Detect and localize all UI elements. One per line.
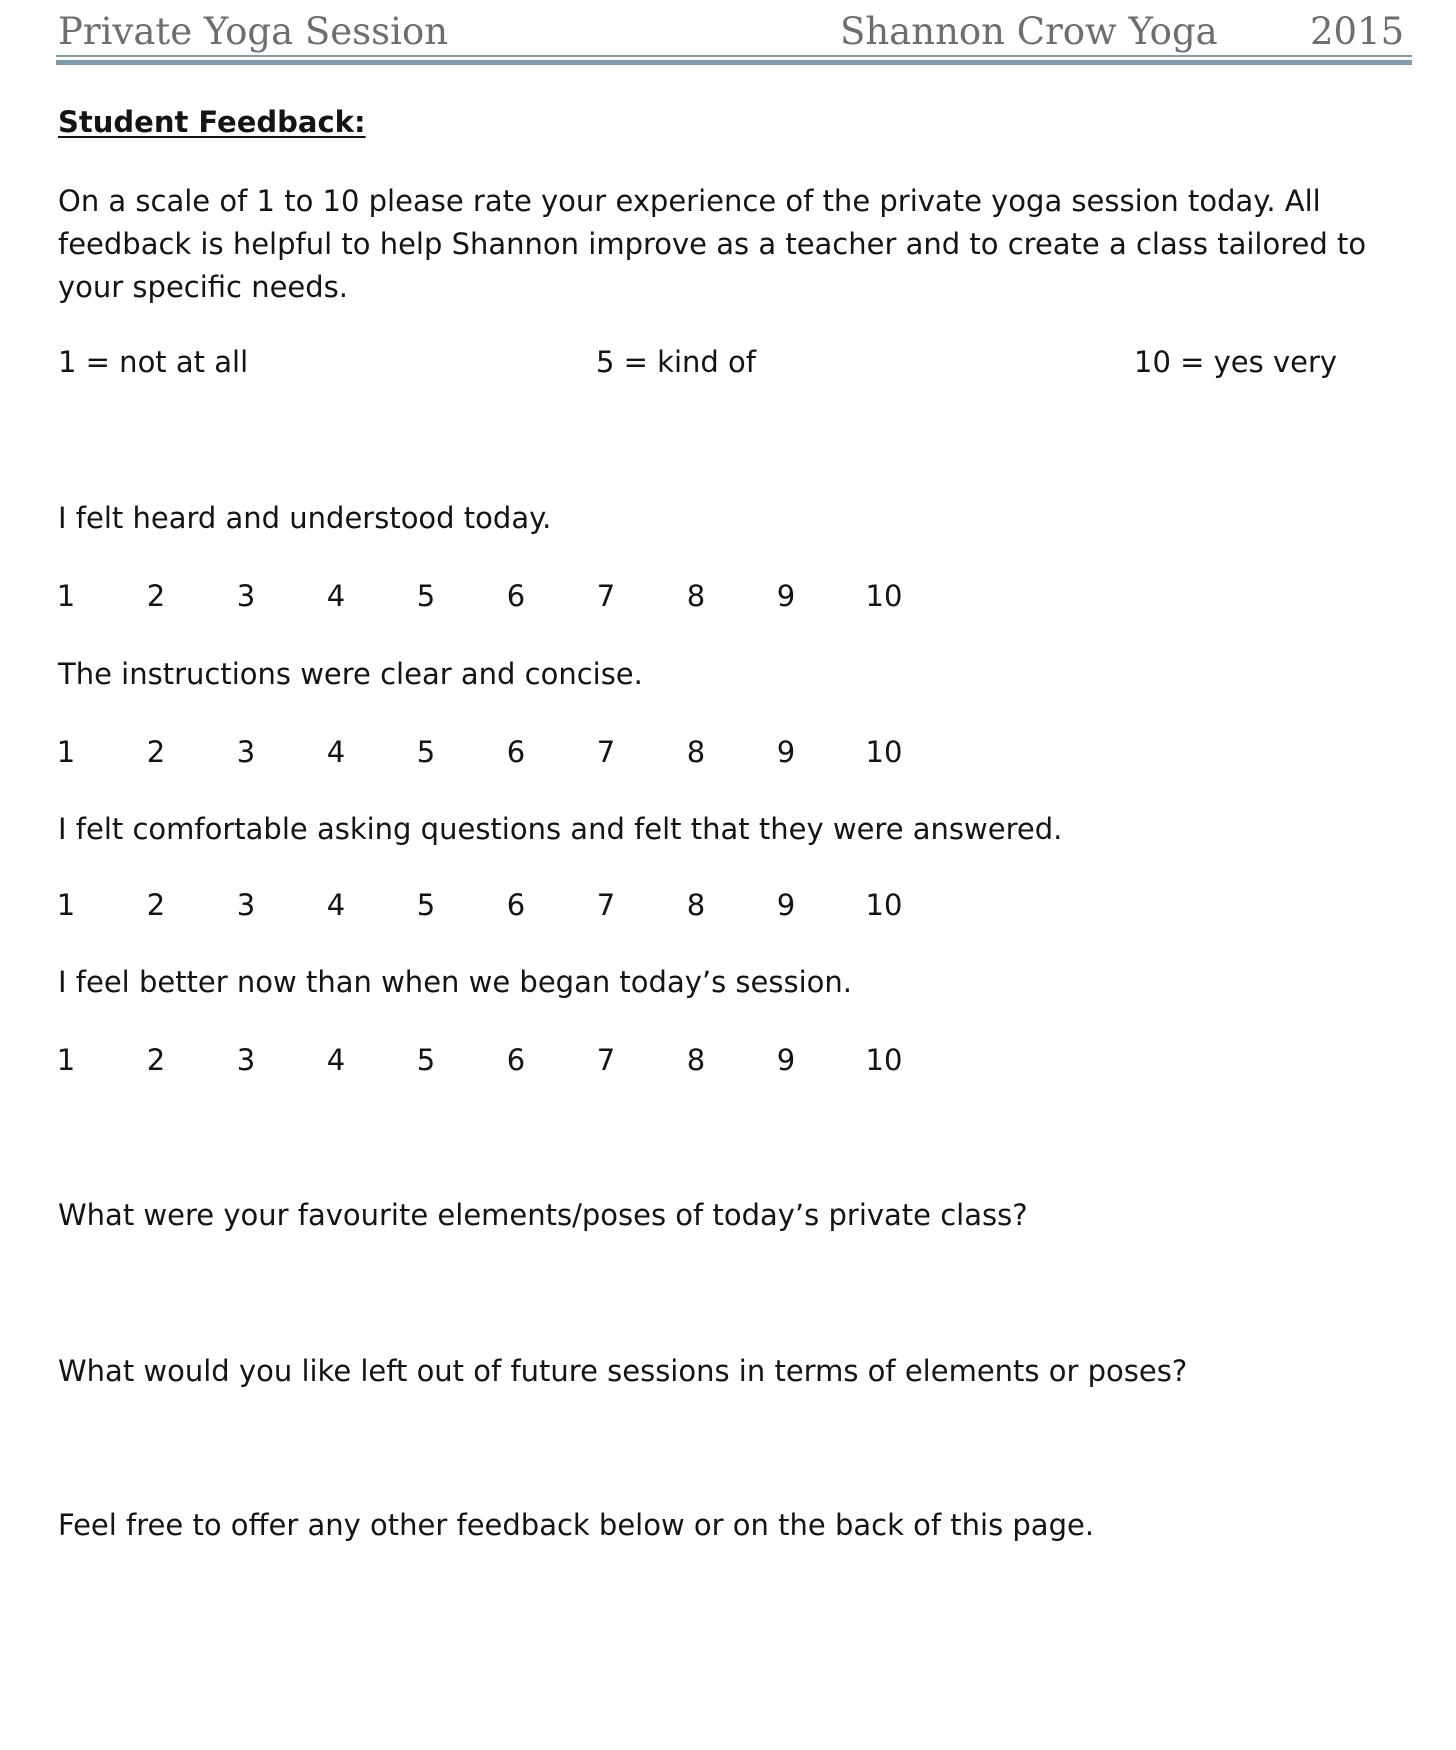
rating-option-10[interactable]: 10 bbox=[865, 1043, 903, 1077]
rating-option-1[interactable]: 1 bbox=[56, 888, 76, 922]
rating-option-6[interactable]: 6 bbox=[506, 579, 526, 613]
rating-option-9[interactable]: 9 bbox=[776, 579, 796, 613]
rating-option-7[interactable]: 7 bbox=[596, 579, 616, 613]
rating-option-4[interactable]: 4 bbox=[326, 579, 346, 613]
scale-legend-high: 10 = yes very bbox=[1134, 345, 1338, 379]
rating-option-2[interactable]: 2 bbox=[146, 1043, 166, 1077]
rating-option-4[interactable]: 4 bbox=[326, 1043, 346, 1077]
header-brand: Shannon Crow Yoga bbox=[840, 10, 1218, 53]
scale-legend-low: 1 = not at all bbox=[58, 345, 249, 379]
rating-option-6[interactable]: 6 bbox=[506, 888, 526, 922]
header-rule-thin bbox=[56, 55, 1412, 57]
rating-option-5[interactable]: 5 bbox=[416, 579, 436, 613]
rating-option-7[interactable]: 7 bbox=[596, 1043, 616, 1077]
rating-option-1[interactable]: 1 bbox=[56, 579, 76, 613]
rating-option-3[interactable]: 3 bbox=[236, 579, 256, 613]
open-question-leave-out: What would you like left out of future sessions in terms of elements or poses? bbox=[58, 1354, 1188, 1388]
rating-option-2[interactable]: 2 bbox=[146, 579, 166, 613]
question-4: I feel better now than when we began today’s session. bbox=[58, 965, 853, 999]
section-heading: Student Feedback: bbox=[58, 105, 366, 139]
header-title: Private Yoga Session bbox=[58, 10, 449, 53]
header-rule-thick bbox=[56, 60, 1412, 65]
open-question-favourites: What were your favourite elements/poses of today’s private class? bbox=[58, 1198, 1028, 1232]
rating-option-8[interactable]: 8 bbox=[686, 888, 706, 922]
rating-option-6[interactable]: 6 bbox=[506, 1043, 526, 1077]
rating-option-5[interactable]: 5 bbox=[416, 735, 436, 769]
rating-option-4[interactable]: 4 bbox=[326, 888, 346, 922]
rating-option-2[interactable]: 2 bbox=[146, 735, 166, 769]
rating-option-5[interactable]: 5 bbox=[416, 1043, 436, 1077]
intro-paragraph: On a scale of 1 to 10 please rate your experience of the private yoga session today. All feedback is helpful to help Shannon improve as a teacher and to create a class tailored to your specific needs. bbox=[58, 184, 1367, 304]
header-year: 2015 bbox=[1310, 10, 1405, 53]
rating-option-7[interactable]: 7 bbox=[596, 735, 616, 769]
rating-option-1[interactable]: 1 bbox=[56, 735, 76, 769]
rating-option-9[interactable]: 9 bbox=[776, 888, 796, 922]
rating-option-3[interactable]: 3 bbox=[236, 888, 256, 922]
scale-legend-mid: 5 = kind of bbox=[596, 345, 756, 379]
rating-option-10[interactable]: 10 bbox=[865, 888, 903, 922]
rating-option-3[interactable]: 3 bbox=[236, 735, 256, 769]
rating-option-8[interactable]: 8 bbox=[686, 579, 706, 613]
open-question-other-feedback: Feel free to offer any other feedback below or on the back of this page. bbox=[58, 1508, 1095, 1542]
rating-option-10[interactable]: 10 bbox=[865, 735, 903, 769]
rating-option-7[interactable]: 7 bbox=[596, 888, 616, 922]
rating-option-8[interactable]: 8 bbox=[686, 1043, 706, 1077]
rating-option-9[interactable]: 9 bbox=[776, 735, 796, 769]
question-1: I felt heard and understood today. bbox=[58, 501, 552, 535]
question-3: I felt comfortable asking questions and felt that they were answered. bbox=[58, 812, 1063, 846]
rating-option-6[interactable]: 6 bbox=[506, 735, 526, 769]
rating-option-2[interactable]: 2 bbox=[146, 888, 166, 922]
rating-option-10[interactable]: 10 bbox=[865, 579, 903, 613]
rating-option-5[interactable]: 5 bbox=[416, 888, 436, 922]
rating-option-4[interactable]: 4 bbox=[326, 735, 346, 769]
rating-option-3[interactable]: 3 bbox=[236, 1043, 256, 1077]
rating-option-9[interactable]: 9 bbox=[776, 1043, 796, 1077]
rating-option-1[interactable]: 1 bbox=[56, 1043, 76, 1077]
rating-option-8[interactable]: 8 bbox=[686, 735, 706, 769]
question-2: The instructions were clear and concise. bbox=[58, 657, 643, 691]
